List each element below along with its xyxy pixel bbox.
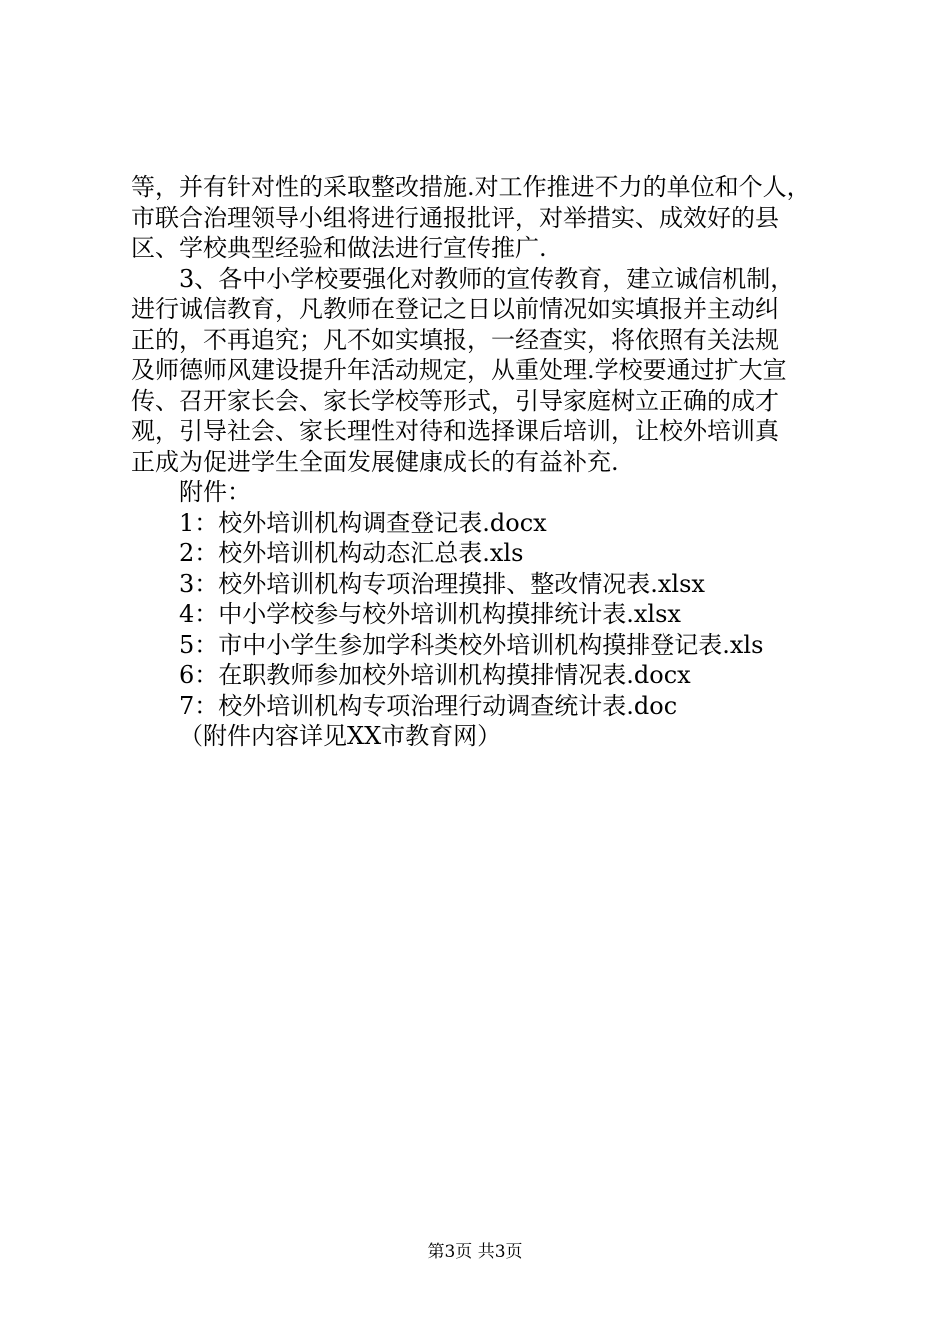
text-line: 进行诚信教育，凡教师在登记之日以前情况如实填报并主动纠 [131, 295, 779, 323]
attachment-item: 1：校外培训机构调查登记表.docx [179, 508, 547, 537]
attachments-note: （附件内容详见XX市教育网） [179, 722, 502, 750]
page-number: 第3页 共3页 [427, 1242, 523, 1262]
attachments-heading: 附件： [179, 478, 251, 506]
text-line: 正的，不再追究；凡不如实填报，一经查实，将依照有关法规 [131, 325, 779, 354]
attachments-section [131, 477, 851, 752]
paragraph-3 [131, 264, 851, 478]
attachment-item: 4：中小学校参与校外培训机构摸排统计表.xlsx [179, 600, 681, 628]
text-line: 区、学校典型经验和做法进行宣传推广. [131, 234, 547, 262]
document-body [131, 172, 851, 752]
text-line: 正成为促进学生全面发展健康成长的有益补充. [131, 447, 619, 476]
text-line: 3、各中小学校要强化对教师的宣传教育，建立诚信机制， [179, 264, 795, 293]
text-line: 市联合治理领导小组将进行通报批评，对举措实、成效好的县 [131, 203, 779, 232]
page-footer [0, 1241, 950, 1263]
attachment-item: 2：校外培训机构动态汇总表.xls [179, 539, 524, 567]
text-line: 及师德师风建设提升年活动规定，从重处理.学校要通过扩大宣 [131, 356, 787, 384]
text-line: 观，引导社会、家长理性对待和选择课后培训，让校外培训真 [131, 417, 779, 445]
text-line: 传、召开家长会、家长学校等形式，引导家庭树立正确的成才 [131, 386, 779, 415]
paragraph-continuation [131, 172, 851, 264]
attachment-item: 5：市中小学生参加学科类校外培训机构摸排登记表.xls [179, 630, 764, 659]
text-line: 等，并有针对性的采取整改措施.对工作推进不力的单位和个人， [131, 173, 811, 201]
attachment-item: 6：在职教师参加校外培训机构摸排情况表.docx [179, 661, 691, 689]
attachment-item: 7：校外培训机构专项治理行动调查统计表.doc [179, 691, 678, 720]
attachment-item: 3：校外培训机构专项治理摸排、整改情况表.xlsx [179, 569, 705, 598]
